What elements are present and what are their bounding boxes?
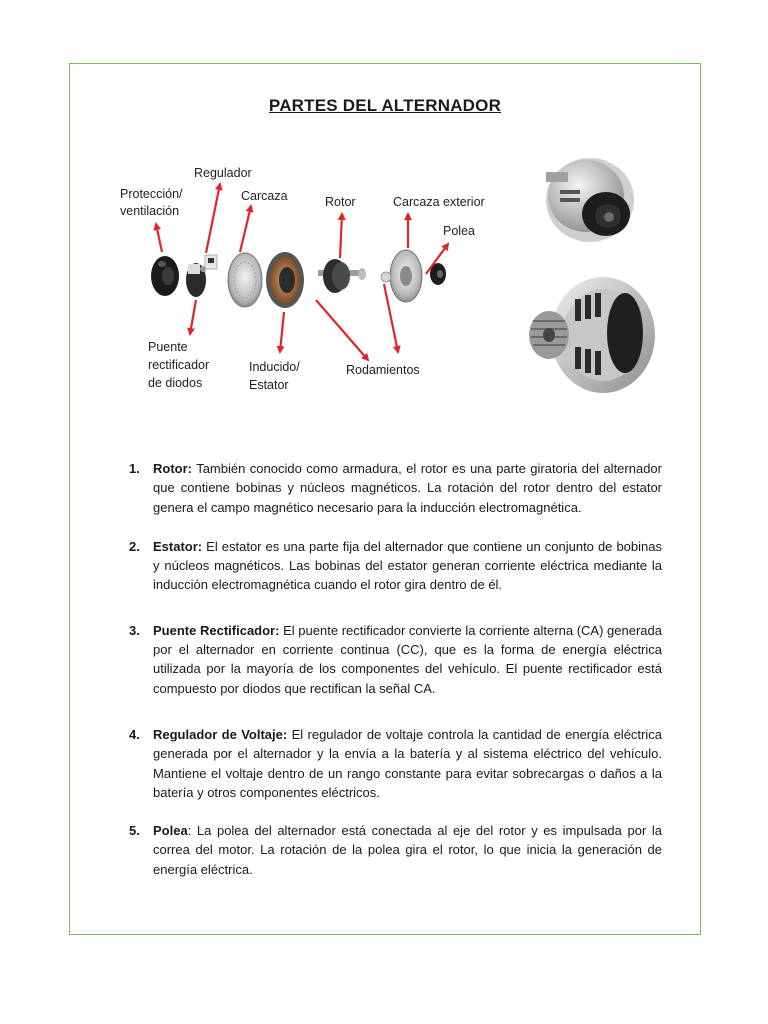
- label-inducido-line1: Inducido/: [249, 360, 300, 374]
- list-item-term: Estator:: [153, 538, 203, 554]
- list-item-polea: [122, 821, 662, 879]
- list-item-text: : La polea del alternador está conectada al eje del rotor y es impulsada por la correa del motor. La rotación de la polea gira el rotor, lo que inicia la generación de energía eléctrica.: [153, 823, 662, 877]
- label-polea: Polea: [443, 224, 475, 238]
- list-item-text: También conocido como armadura, el rotor es una parte giratoria del alternador que contiene bobinas y núcleos magnéticos. La rotación del rotor dentro del estator genera el campo magnético necesario para la inducción electromagnética.: [153, 461, 662, 515]
- list-item-text: El regulador de voltaje controla la cantidad de energía eléctrica generada por el alternador y la envía a la batería y al sistema eléctrico del vehículo. Mantiene el voltaje dentro de un rango constante para evitar sobrecargas o daños a la batería y otros componentes eléctricos.: [153, 726, 662, 800]
- list-item-term: Puente Rectificador:: [153, 622, 280, 638]
- list-item-puente-rectificador: [122, 621, 662, 698]
- label-rotor: Rotor: [325, 195, 356, 209]
- label-carcaza: Carcaza: [241, 189, 288, 203]
- list-item-number: 2.: [129, 538, 140, 554]
- list-item-estator: [122, 537, 662, 595]
- document-title: PARTES DEL ALTERNADOR: [268, 96, 502, 115]
- list-item-number: 4.: [129, 726, 140, 742]
- rotor-part: [318, 259, 366, 293]
- list-item-number: 3.: [129, 622, 140, 638]
- rectifier-bridge-part: [186, 263, 206, 297]
- alternator-photo-front: [540, 152, 644, 248]
- list-item-number: 1.: [129, 461, 140, 476]
- regulator-part: [205, 255, 217, 269]
- label-regulador: Regulador: [194, 166, 252, 180]
- list-item-number: 5.: [129, 823, 140, 839]
- list-item-term: Rotor:: [153, 461, 192, 476]
- label-puente-line3: de diodos: [148, 376, 203, 390]
- alternator-exploded-diagram: [110, 152, 510, 402]
- label-puente-line1: Puente: [148, 340, 188, 354]
- housing-part: [228, 253, 262, 307]
- label-puente-line2: rectificador: [148, 358, 210, 372]
- stator-part: [266, 252, 304, 308]
- label-inducido-line2: Estator: [249, 378, 289, 392]
- list-item-rotor: [122, 459, 662, 517]
- list-item-term: Polea: [153, 823, 188, 839]
- label-rodamientos: Rodamientos: [346, 363, 420, 377]
- list-item-text: El puente rectificador convierte la corriente alterna (CA) generada por el alternador en corriente continua (CC), que es la forma de energía eléctrica utilizada por la mayoría de los componentes del vehículo. El puente rectificador está compuesto por diodos que rectifican la señal CA.: [153, 622, 662, 696]
- list-item-text: El estator es una parte fija del alternador que contiene un conjunto de bobinas y núcleos magnéticos. Las bobinas del estator generan corriente eléctrica mediante la inducción electromagnética cuando el rotor gira dentro de él.: [153, 538, 662, 593]
- protection-fan-part: [151, 256, 179, 296]
- label-carcaza-exterior: Carcaza exterior: [393, 195, 485, 209]
- alternator-photo-side: [525, 269, 660, 399]
- label-proteccion-line1: Protección/: [120, 187, 183, 201]
- list-item-term: Regulador de Voltaje:: [153, 726, 288, 742]
- list-item-regulador-voltaje: [122, 725, 662, 802]
- parts-description-list: [122, 459, 662, 879]
- document-frame: [69, 63, 701, 935]
- label-proteccion-line2: ventilación: [120, 204, 180, 218]
